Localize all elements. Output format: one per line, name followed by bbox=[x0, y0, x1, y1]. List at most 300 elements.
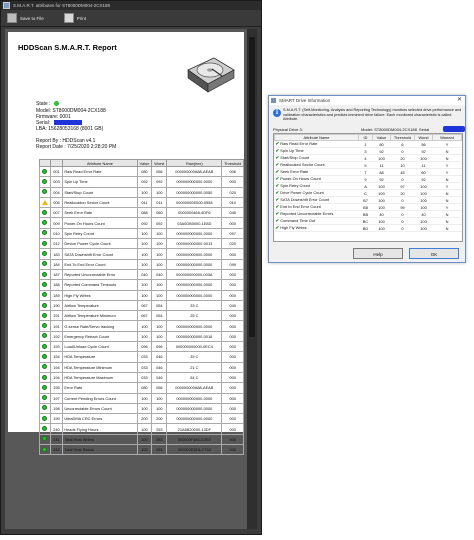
cell-name: Power-On Hours Count bbox=[63, 218, 137, 228]
cell-id: 003 bbox=[50, 177, 63, 187]
cell-id: BD bbox=[359, 225, 373, 232]
cell-id: 5 bbox=[359, 162, 373, 169]
table-row bbox=[40, 187, 244, 197]
report-page bbox=[8, 32, 244, 453]
table-row bbox=[40, 352, 244, 362]
cell-name: Spin Retry Count bbox=[63, 228, 137, 238]
table-row bbox=[40, 218, 244, 228]
attribute-name-text: Raw Read Error Rate bbox=[280, 141, 318, 146]
cell-id: 1 bbox=[359, 141, 373, 148]
cell-id: 012 bbox=[50, 239, 63, 249]
cell-raw: 000000000000-0000 bbox=[167, 249, 222, 259]
cell-worst: 100 bbox=[152, 393, 167, 403]
ok-status-icon bbox=[42, 416, 47, 421]
cell-raw: 000000000000-0018 bbox=[167, 331, 222, 341]
cell-name: Start/Stop Count bbox=[63, 187, 137, 197]
cell-id: 242 bbox=[50, 445, 63, 455]
cell-worst: 011 bbox=[152, 197, 167, 207]
ok-status-icon bbox=[42, 230, 47, 235]
cell-worst: 253 bbox=[152, 424, 167, 434]
ok-status-icon bbox=[42, 344, 47, 349]
cell-w: N bbox=[433, 155, 462, 162]
cell-worst: 11 bbox=[415, 162, 433, 169]
col-attribute-name[interactable]: Attribute Name bbox=[275, 135, 359, 141]
cell-attribute-name bbox=[275, 183, 359, 190]
cell-raw: 33 C bbox=[167, 300, 222, 310]
cell-id: 190 bbox=[50, 300, 63, 310]
status-cell bbox=[40, 290, 51, 300]
cell-thr: 000 bbox=[222, 290, 244, 300]
attribute-name-text: High Fly Writes bbox=[280, 225, 307, 230]
cell-id: 191 bbox=[50, 321, 63, 331]
cell-attribute-name bbox=[275, 176, 359, 183]
cell-id: 188 bbox=[50, 280, 63, 290]
table-row bbox=[40, 393, 244, 403]
ok-status-icon bbox=[42, 272, 47, 277]
cell-worst: 100 bbox=[415, 190, 433, 197]
cell-value: 100 bbox=[373, 197, 391, 204]
col-worst[interactable]: Worst bbox=[415, 135, 433, 141]
firmware-line: Firmware: 0001 bbox=[36, 114, 71, 120]
cell-thr: 000 bbox=[222, 362, 244, 372]
check-icon: ✔ bbox=[275, 162, 280, 167]
drive-model bbox=[361, 127, 429, 132]
table-row bbox=[40, 383, 244, 393]
cell-thr: 0 bbox=[391, 225, 415, 232]
cell-worst: 100 bbox=[152, 259, 167, 269]
print-button[interactable] bbox=[64, 13, 86, 23]
warning-icon bbox=[42, 200, 48, 205]
col-status bbox=[40, 160, 51, 167]
col-warranty[interactable]: Warrant bbox=[433, 135, 462, 141]
cell-name: Device Power Cycle Count bbox=[63, 239, 137, 249]
cell-raw: 000000000000-0013 bbox=[167, 239, 222, 249]
table-row bbox=[40, 311, 244, 321]
drive-header bbox=[273, 127, 463, 132]
smart-description bbox=[273, 108, 463, 122]
cell-thr: 099 bbox=[222, 259, 244, 269]
cell-thr: 045 bbox=[222, 208, 244, 218]
status-cell bbox=[40, 249, 51, 259]
cell-name: SATA Downshift Error Count bbox=[63, 249, 137, 259]
list-item[interactable] bbox=[275, 162, 462, 169]
status-cell bbox=[40, 342, 51, 352]
cell-worst: 060 bbox=[152, 208, 167, 218]
cell-worst: 92 bbox=[415, 148, 433, 155]
cell-w: Y bbox=[433, 183, 462, 190]
cell-name: Error Rate bbox=[63, 383, 137, 393]
cell-thr: 6 bbox=[391, 141, 415, 148]
cell-worst: 100 bbox=[152, 228, 167, 238]
cell-id: 192 bbox=[50, 331, 63, 341]
cell-raw: 54 C bbox=[167, 372, 222, 382]
cell-id: 241 bbox=[50, 434, 63, 444]
cell-worst: 040 bbox=[152, 269, 167, 279]
dialog-title: SMART Drive Information bbox=[279, 98, 331, 103]
cell-id: 194 bbox=[50, 362, 63, 372]
list-item[interactable] bbox=[275, 218, 462, 225]
cell-value: 100 bbox=[137, 393, 152, 403]
cell-thr: 010 bbox=[222, 197, 244, 207]
cell-name: Reported Uncorrectable Error bbox=[63, 269, 137, 279]
cell-raw: 000000000000-0000 bbox=[167, 414, 222, 424]
cell-attribute-name bbox=[275, 204, 359, 211]
col-worst: Worst bbox=[152, 160, 167, 167]
cell-name: Airflow Temperature Minimum bbox=[63, 311, 137, 321]
list-item[interactable] bbox=[275, 204, 462, 211]
cell-worst: 100 bbox=[152, 403, 167, 413]
cell-thr: 0 bbox=[391, 176, 415, 183]
cell-attribute-name bbox=[275, 218, 359, 225]
check-icon: ✔ bbox=[275, 190, 280, 195]
status-cell bbox=[40, 167, 51, 177]
cell-name: Heads Flying Hours bbox=[63, 424, 137, 434]
cell-raw: 03A0DB0000-1E8D bbox=[167, 218, 222, 228]
cell-raw: 000000000000-0000 bbox=[167, 393, 222, 403]
ok-button[interactable]: OK bbox=[409, 248, 459, 259]
cell-worst: 40 bbox=[415, 211, 433, 218]
cell-thr: 020 bbox=[222, 239, 244, 249]
attribute-name-text: SATA Downshift Error Count bbox=[280, 197, 330, 202]
cell-w: Y bbox=[433, 169, 462, 176]
list-item[interactable] bbox=[275, 176, 462, 183]
cell-raw: 33 C bbox=[167, 352, 222, 362]
save-icon bbox=[7, 13, 17, 23]
col-attribute-name: Attribute Name bbox=[63, 160, 137, 167]
cell-id: 184 bbox=[50, 259, 63, 269]
cell-thr: 000 bbox=[222, 218, 244, 228]
cell-value: 088 bbox=[137, 208, 152, 218]
cell-thr: 0 bbox=[391, 148, 415, 155]
status-cell bbox=[40, 218, 51, 228]
list-item[interactable] bbox=[275, 190, 462, 197]
cell-value: 011 bbox=[137, 197, 152, 207]
cell-thr: 20 bbox=[391, 155, 415, 162]
cell-raw: 000000000A88-AEAB bbox=[167, 167, 222, 177]
info-icon: i bbox=[273, 109, 281, 117]
status-cell bbox=[40, 228, 51, 238]
window-title-bar[interactable] bbox=[1, 1, 261, 10]
table-row bbox=[40, 362, 244, 372]
ok-status-icon bbox=[42, 447, 47, 452]
cell-value: 100 bbox=[137, 290, 152, 300]
cell-attribute-name bbox=[275, 197, 359, 204]
cell-value: 100 bbox=[137, 424, 152, 434]
cell-thr: 000 bbox=[222, 424, 244, 434]
check-icon: ✔ bbox=[275, 169, 280, 174]
cell-worst: 054 bbox=[152, 311, 167, 321]
cell-thr: 0 bbox=[391, 218, 415, 225]
cell-id: 004 bbox=[50, 187, 63, 197]
dialog-title-bar[interactable] bbox=[269, 96, 465, 105]
cell-w: N bbox=[433, 190, 462, 197]
cell-thr: 000 bbox=[222, 434, 244, 444]
table-row bbox=[40, 259, 244, 269]
serial-redaction-dialog bbox=[443, 126, 465, 132]
save-to-file-button[interactable] bbox=[7, 13, 44, 23]
cell-thr: 000 bbox=[222, 177, 244, 187]
cell-w: Y bbox=[433, 204, 462, 211]
cell-id: 194 bbox=[50, 352, 63, 362]
table-row bbox=[40, 197, 244, 207]
cell-raw: 25 C bbox=[167, 311, 222, 321]
cell-id: 193 bbox=[50, 342, 63, 352]
cell-w: N bbox=[433, 148, 462, 155]
cell-thr: 0 bbox=[391, 211, 415, 218]
attribute-name-text: Reallocated Sector Count bbox=[280, 162, 325, 167]
cell-w: N bbox=[433, 176, 462, 183]
cell-raw: 000000E5F6-C735 bbox=[167, 445, 222, 455]
cell-thr: 000 bbox=[222, 393, 244, 403]
report-scrollbar[interactable] bbox=[247, 29, 257, 529]
cell-value: 067 bbox=[137, 311, 152, 321]
ok-status-icon bbox=[42, 210, 47, 215]
cell-raw: 000000000000-0050 bbox=[167, 187, 222, 197]
ok-status-icon bbox=[42, 303, 47, 308]
list-item[interactable] bbox=[275, 148, 462, 155]
cell-value: 100 bbox=[137, 434, 152, 444]
report-by-line: Report By : HDDScan v4.1 bbox=[36, 138, 96, 144]
cell-id: C bbox=[359, 190, 373, 197]
check-icon: ✔ bbox=[275, 197, 280, 202]
cell-id: A bbox=[359, 183, 373, 190]
cell-value: 100 bbox=[137, 249, 152, 259]
cell-worst: 60 bbox=[415, 169, 433, 176]
cell-thr: 000 bbox=[222, 342, 244, 352]
printer-icon bbox=[64, 13, 74, 23]
status-cell bbox=[40, 269, 51, 279]
cell-value: 80 bbox=[373, 141, 391, 148]
table-row bbox=[40, 249, 244, 259]
cell-value: 92 bbox=[373, 148, 391, 155]
ok-status-icon bbox=[42, 220, 47, 225]
hard-drive-icon bbox=[184, 52, 236, 96]
list-item[interactable] bbox=[275, 155, 462, 162]
cell-value: 40 bbox=[373, 211, 391, 218]
cell-attribute-name bbox=[275, 162, 359, 169]
cell-worst: 096 bbox=[152, 342, 167, 352]
ok-status-icon bbox=[42, 426, 47, 431]
cell-worst: 100 bbox=[415, 197, 433, 204]
cell-name: Spin Up Time bbox=[63, 177, 137, 187]
cell-thr: 000 bbox=[222, 352, 244, 362]
cell-id: B7 bbox=[359, 197, 373, 204]
cell-w: Y bbox=[433, 162, 462, 169]
cell-attribute-name bbox=[275, 141, 359, 148]
list-item[interactable] bbox=[275, 141, 462, 148]
cell-thr: 000 bbox=[222, 372, 244, 382]
cell-w: Y bbox=[433, 141, 462, 148]
physical-drive-label: Physical Drive 3: bbox=[273, 127, 303, 132]
cell-value: 033 bbox=[137, 372, 152, 382]
close-icon[interactable]: ✕ bbox=[456, 97, 462, 103]
cell-name: HDA Temperature bbox=[63, 352, 137, 362]
cell-worst: 200 bbox=[152, 414, 167, 424]
table-row bbox=[40, 445, 244, 455]
col-id[interactable]: ID bbox=[359, 135, 373, 141]
ok-status-icon bbox=[42, 261, 47, 266]
cell-worst: 253 bbox=[152, 434, 167, 444]
cell-value: 040 bbox=[137, 269, 152, 279]
attribute-name-text: Spin Up Time bbox=[280, 148, 304, 153]
cell-value: 100 bbox=[137, 331, 152, 341]
cell-attribute-name bbox=[275, 225, 359, 232]
cell-worst: 100 bbox=[152, 249, 167, 259]
cell-name: Airflow Temperature bbox=[63, 300, 137, 310]
cell-worst: 056 bbox=[152, 383, 167, 393]
list-item[interactable] bbox=[275, 225, 462, 232]
report-date-line: Report Date : 7/25/2020 2:28:20 PM bbox=[36, 144, 117, 150]
cell-attribute-name bbox=[275, 169, 359, 176]
cell-name: End To End Error Count bbox=[63, 259, 137, 269]
lba-line: LBA: 15628053168 (8001 GB) bbox=[36, 126, 104, 132]
help-button[interactable]: Help bbox=[353, 248, 403, 259]
table-row bbox=[40, 424, 244, 434]
cell-value: 100 bbox=[373, 204, 391, 211]
cell-worst: 046 bbox=[152, 372, 167, 382]
cell-value: 100 bbox=[137, 259, 152, 269]
cell-raw: 00000000E000-0558 bbox=[167, 197, 222, 207]
cell-value: 033 bbox=[137, 352, 152, 362]
table-row bbox=[40, 403, 244, 413]
cell-name: Reallocation Sector Count bbox=[63, 197, 137, 207]
ok-status-icon bbox=[42, 354, 47, 359]
table-row bbox=[40, 414, 244, 424]
cell-thr: 040 bbox=[222, 300, 244, 310]
table-row bbox=[40, 372, 244, 382]
ok-status-icon bbox=[42, 333, 47, 338]
table-header-row bbox=[40, 160, 244, 167]
cell-thr: 006 bbox=[222, 167, 244, 177]
cell-worst: 92 bbox=[415, 176, 433, 183]
cell-name: Load/Unload Cycle Count bbox=[63, 342, 137, 352]
cell-id: B8 bbox=[359, 204, 373, 211]
cell-value: 096 bbox=[137, 342, 152, 352]
cell-worst: 100 bbox=[152, 331, 167, 341]
cell-name: Total Host Reads bbox=[63, 445, 137, 455]
cell-raw: 000000000000-0000 bbox=[167, 177, 222, 187]
cell-thr: 000 bbox=[222, 403, 244, 413]
cell-name: Reported Command Timeouts bbox=[63, 280, 137, 290]
col-threshold: Threshold bbox=[222, 160, 244, 167]
cell-value: 100 bbox=[373, 190, 391, 197]
cell-name: High Fly Writes bbox=[63, 290, 137, 300]
cell-value: 092 bbox=[137, 177, 152, 187]
ok-status-icon bbox=[42, 323, 47, 328]
status-cell bbox=[40, 197, 51, 207]
cell-value: 067 bbox=[137, 300, 152, 310]
cell-name: Total Host Writes bbox=[63, 434, 137, 444]
cell-thr: 10 bbox=[391, 162, 415, 169]
check-icon: ✔ bbox=[275, 176, 280, 181]
cell-id: 9 bbox=[359, 176, 373, 183]
ok-status-icon bbox=[42, 385, 47, 390]
serial-redaction bbox=[54, 120, 82, 125]
cell-thr: 000 bbox=[222, 383, 244, 393]
smart-list[interactable] bbox=[273, 133, 463, 242]
check-icon: ✔ bbox=[275, 183, 280, 188]
cell-name: Emergency Retract Count bbox=[63, 331, 137, 341]
table-row bbox=[40, 177, 244, 187]
ok-status-icon bbox=[42, 179, 47, 184]
cell-thr: 000 bbox=[222, 311, 244, 321]
col-value: Value bbox=[137, 160, 152, 167]
status-cell bbox=[40, 362, 51, 372]
cell-worst: 092 bbox=[152, 218, 167, 228]
toolbar bbox=[1, 10, 261, 27]
status-cell bbox=[40, 434, 51, 444]
cell-thr: 000 bbox=[222, 331, 244, 341]
cell-w: N bbox=[433, 218, 462, 225]
smart-attributes-table bbox=[39, 159, 244, 455]
cell-attribute-name bbox=[275, 190, 359, 197]
cell-value: 100 bbox=[137, 228, 152, 238]
cell-worst: 253 bbox=[152, 445, 167, 455]
app-icon bbox=[3, 2, 10, 9]
attribute-name-text: Spin Retry Count bbox=[280, 183, 310, 188]
list-item[interactable] bbox=[275, 197, 462, 204]
cell-id: 007 bbox=[50, 208, 63, 218]
check-icon: ✔ bbox=[275, 141, 280, 146]
cell-thr: 000 bbox=[222, 414, 244, 424]
list-item[interactable] bbox=[275, 211, 462, 218]
table-row bbox=[40, 321, 244, 331]
state-ok-icon bbox=[54, 101, 59, 106]
list-item[interactable] bbox=[275, 183, 462, 190]
cell-id: 010 bbox=[50, 228, 63, 238]
scrollbar-thumb[interactable] bbox=[249, 37, 255, 337]
cell-name: Current Pending Errors Count bbox=[63, 393, 137, 403]
status-cell bbox=[40, 239, 51, 249]
table-row bbox=[40, 239, 244, 249]
ok-status-icon bbox=[42, 169, 47, 174]
cell-value: 100 bbox=[137, 280, 152, 290]
cell-id: 4 bbox=[359, 155, 373, 162]
cell-value: 100 bbox=[137, 403, 152, 413]
col-value[interactable]: Value bbox=[373, 135, 391, 141]
attribute-name-text: Reported Uncorrectable Errors bbox=[280, 211, 334, 216]
ok-status-icon bbox=[42, 375, 47, 380]
cell-id: 197 bbox=[50, 393, 63, 403]
cell-value: 200 bbox=[137, 414, 152, 424]
cell-w: N bbox=[433, 211, 462, 218]
cell-thr: 45 bbox=[391, 169, 415, 176]
cell-value: 11 bbox=[373, 162, 391, 169]
table-row bbox=[40, 167, 244, 177]
check-icon: ✔ bbox=[275, 218, 280, 223]
cell-raw: 000000000000-0000 bbox=[167, 321, 222, 331]
status-cell bbox=[40, 331, 51, 341]
ok-status-icon bbox=[42, 189, 47, 194]
cell-worst: 100 bbox=[415, 225, 433, 232]
smart-drive-info-dialog bbox=[268, 95, 466, 263]
status-cell bbox=[40, 187, 51, 197]
cell-raw: 000000F486-D2E0 bbox=[167, 434, 222, 444]
cell-value: 100 bbox=[373, 225, 391, 232]
cell-id: 191 bbox=[50, 311, 63, 321]
cell-thr: 000 bbox=[222, 249, 244, 259]
cell-value: 080 bbox=[137, 167, 152, 177]
cell-name: HDA Temperature Minimum bbox=[63, 362, 137, 372]
cell-id: 3 bbox=[359, 148, 373, 155]
cell-thr: 000 bbox=[222, 321, 244, 331]
col-raw: Raw(hex) bbox=[167, 160, 222, 167]
col-threshold[interactable]: Threshold bbox=[391, 135, 415, 141]
table-row bbox=[40, 300, 244, 310]
cell-id: 187 bbox=[50, 269, 63, 279]
cell-id: 183 bbox=[50, 249, 63, 259]
list-item[interactable] bbox=[275, 169, 462, 176]
